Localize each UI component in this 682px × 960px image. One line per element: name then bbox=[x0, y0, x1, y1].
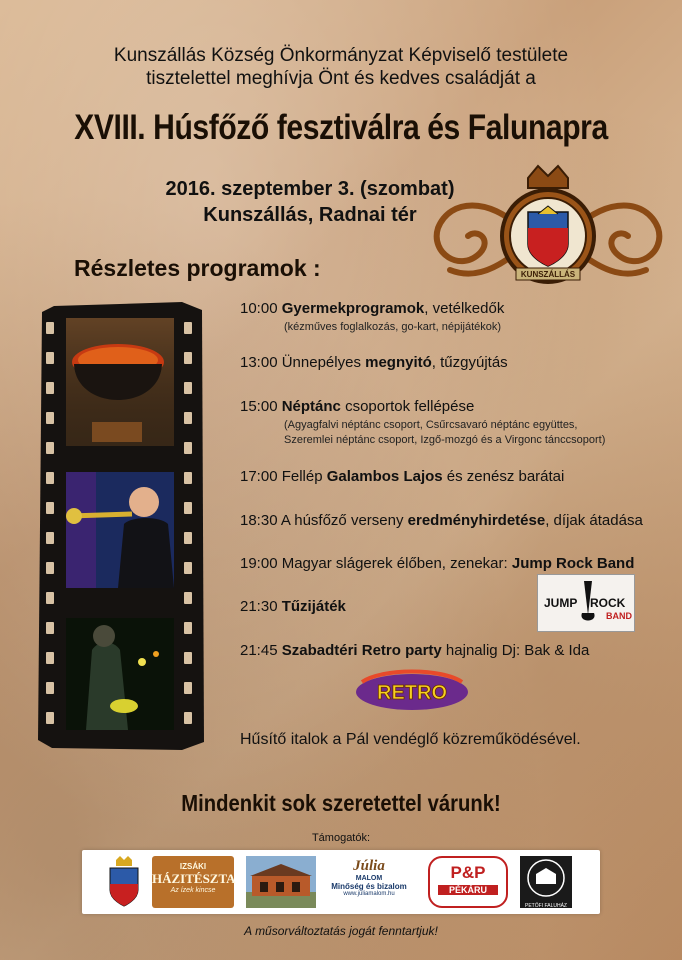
program-text-pre: Fellép bbox=[281, 468, 327, 485]
program-details: (kézműves foglalkozás, go-kart, népijátékok) bbox=[284, 321, 502, 333]
event-title: XVIII. Húsfőző fesztiválra és Falunapra bbox=[74, 108, 608, 147]
sponsor-strip bbox=[82, 850, 600, 914]
program-item-2130 bbox=[240, 598, 346, 615]
band-logo-band: BAND bbox=[606, 611, 632, 621]
program-item-1000 bbox=[240, 300, 504, 317]
program-text-bold: eredményhirdetése bbox=[407, 512, 546, 529]
village-crest bbox=[420, 158, 676, 298]
petofi-emblem-icon bbox=[526, 858, 566, 898]
program-text-bold: Tűzijáték bbox=[281, 598, 346, 615]
program-text-pre: A húsfőző verseny bbox=[280, 512, 408, 529]
sponsor-petofi-falu bbox=[520, 856, 572, 908]
sponsor-izsaki-hazitészta bbox=[152, 856, 234, 908]
program-time: 15:00 bbox=[240, 398, 278, 415]
sponsor-pp-pekaru bbox=[428, 856, 508, 908]
program-text-pre: Magyar slágerek élőben, zenekar: bbox=[281, 555, 512, 572]
program-text-post: csoportok fellépése bbox=[340, 398, 475, 415]
crest-caption: KUNSZÁLLÁS bbox=[520, 270, 576, 279]
retro-party-logo bbox=[352, 664, 472, 714]
program-text-bold: Galambos Lajos bbox=[326, 468, 443, 485]
program-item-2145 bbox=[240, 642, 589, 659]
closing-message: Mindenkit sok szeretettel várunk! bbox=[181, 790, 501, 816]
photo-concert-stage bbox=[66, 618, 174, 730]
program-text-post: hajnalig Dj: Bak & Ida bbox=[441, 642, 590, 659]
intro-line-1: Kunszállás Község Önkormányzat Képviselő testülete bbox=[113, 45, 569, 66]
program-text-post: , tűzgyújtás bbox=[431, 354, 508, 371]
program-time: 21:45 bbox=[240, 642, 278, 659]
event-date: 2016. szeptember 3. (szombat) bbox=[165, 178, 455, 200]
program-text-bold: Szabadtéri Retro party bbox=[281, 642, 442, 659]
sponsor-text: www.juliamalom.hu bbox=[343, 891, 395, 897]
program-time: 13:00 bbox=[240, 354, 278, 371]
sponsor-text: Júlia bbox=[353, 858, 385, 874]
sponsor-text: MALOM bbox=[355, 875, 383, 882]
program-time: 21:30 bbox=[240, 598, 278, 615]
sponsor-text: PÉKÁRU bbox=[438, 885, 498, 895]
program-text-post: , díjak átadása bbox=[545, 512, 643, 529]
jump-rock-band-logo bbox=[537, 574, 635, 632]
sponsor-text: PETŐFI FALUHÁZ bbox=[525, 903, 567, 909]
program-item-1300 bbox=[240, 354, 508, 371]
program-time: 18:30 bbox=[240, 512, 278, 529]
sponsor-coat-of-arms bbox=[104, 856, 144, 908]
program-item-1500 bbox=[240, 398, 474, 415]
drinks-note: Hűsítő italok a Pál vendéglő közreműködésével. bbox=[240, 731, 581, 748]
sponsor-text: IZSÁKI bbox=[179, 862, 207, 871]
program-text-bold: Néptánc bbox=[281, 398, 341, 415]
photo-trumpet-player bbox=[66, 472, 174, 588]
sponsors-label: Támogatók: bbox=[311, 832, 371, 844]
band-logo-jump: JUMP bbox=[544, 596, 578, 610]
retro-logo-text: RETRO bbox=[377, 682, 447, 704]
sponsor-building bbox=[246, 856, 316, 908]
program-text-bold: megnyitó bbox=[365, 354, 432, 371]
program-details: (Agyagfalvi néptánc csoport, Csűrcsavaró néptánc együttes, bbox=[284, 419, 578, 431]
sponsor-text: HÁZITÉSZTA bbox=[152, 871, 236, 886]
sponsor-text: Minőség és bizalom bbox=[331, 882, 407, 891]
band-logo-rock: ROCK bbox=[590, 596, 626, 610]
program-time: 10:00 bbox=[240, 300, 278, 317]
program-text-pre: Ünnepélyes bbox=[281, 354, 366, 371]
event-location: Kunszállás, Radnai tér bbox=[203, 204, 417, 226]
film-strip bbox=[32, 302, 208, 752]
program-text-bold: Jump Rock Band bbox=[511, 555, 635, 572]
program-text-bold: Gyermekprogramok bbox=[281, 300, 425, 317]
photo-goulash-kettle bbox=[66, 318, 174, 446]
program-time: 17:00 bbox=[240, 468, 278, 485]
program-item-1900 bbox=[240, 555, 634, 572]
sponsor-text: P&P bbox=[450, 863, 486, 882]
program-details: Szeremlei néptánc csoport, Izgő-mozgó és a Virgonc tánccsoport) bbox=[284, 434, 606, 446]
program-item-1830 bbox=[240, 512, 643, 529]
footer-disclaimer: A műsorváltoztatás jogát fenntartjuk! bbox=[244, 924, 438, 938]
program-item-1700 bbox=[240, 468, 564, 485]
intro-line-2: tisztelettel meghívja Önt és kedves családját a bbox=[146, 68, 536, 89]
program-text-post: és zenész barátai bbox=[442, 468, 565, 485]
program-section-title: Részletes programok : bbox=[74, 255, 321, 281]
sponsor-julia-malom bbox=[324, 856, 414, 908]
program-time: 19:00 bbox=[240, 555, 278, 572]
program-text-post: , vetélkedők bbox=[424, 300, 505, 317]
sponsor-text: Az ízek kincse bbox=[170, 887, 216, 894]
